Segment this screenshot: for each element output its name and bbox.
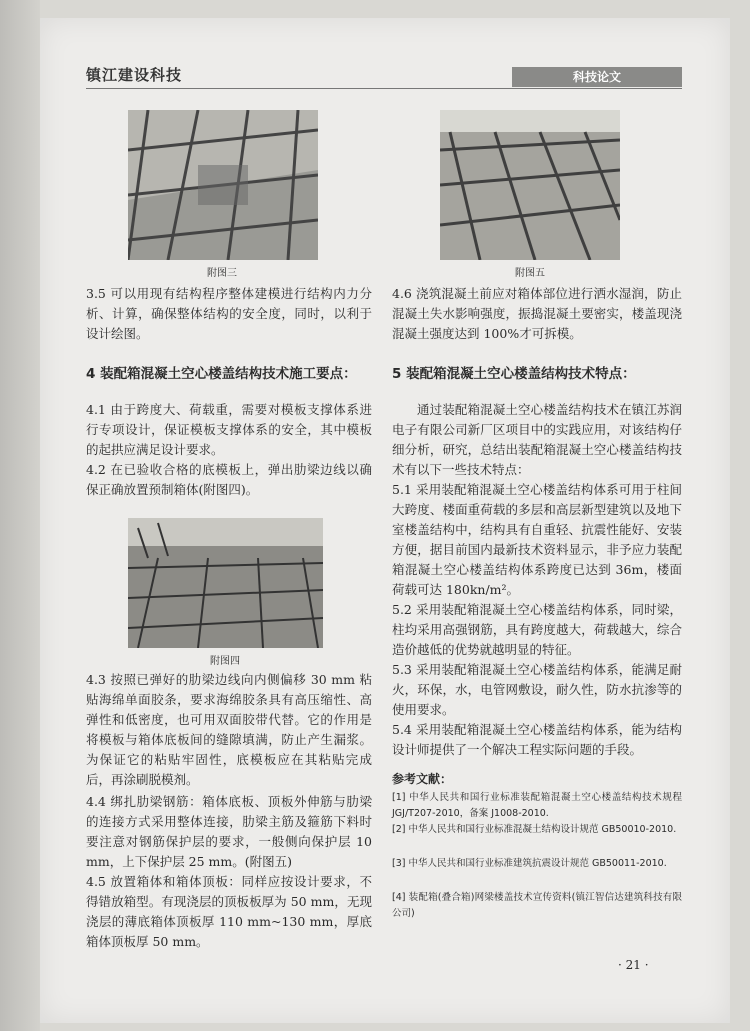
para-4-2: 4.2 在已验收合格的底模板上，弹出肋梁边线以确保正确放置预制箱体(附图四)。 xyxy=(86,462,372,497)
figure-4-caption: 附图四 xyxy=(210,656,240,667)
para-4-5: 4.5 放置箱体和箱体顶板：同样应按设计要求，不得错放箱型。有现浇层的顶板板厚为 50 mm，无现浇层的薄底箱体顶板厚 110 mm~130 mm，厚底箱体顶板厚 50 mm。 xyxy=(86,874,372,949)
para-4-3: 4.3 按照已弹好的肋梁边线向内侧偏移 30 mm 粘贴海绵单面胶条，要求海绵胶条具有高压缩性、高弹性和低密度，也可用双面胶带代替。它的作用是将模板与箱体底板间的缝隙填满，防止产生漏浆。为保证它的粘贴牢固性，底模板应在其粘贴完成后，再涂刷脱模剂。 xyxy=(86,672,372,787)
reference-item: [2] 中华人民共和国行业标准混凝土结构设计规范 GB50010-2010. xyxy=(392,824,677,835)
para-5-2: 5.2 采用装配箱混凝土空心楼盖结构体系，同时梁，柱均采用高强钢筋，具有跨度越大，荷载越大，综合造价越低的优势就越明显的特征。 xyxy=(392,602,682,657)
figure-4-photo xyxy=(128,518,323,648)
reference-item: [3] 中华人民共和国行业标准建筑抗震设计规范 GB50011-2010. xyxy=(392,858,667,869)
para-4-6: 4.6 浇筑混凝土前应对箱体部位进行洒水湿润，防止混凝土失水影响强度，振捣混凝土要密实，楼盖现浇混凝土强度达到 100%才可拆模。 xyxy=(392,286,682,341)
page-number: · 21 · xyxy=(618,958,649,972)
binding-shadow xyxy=(0,0,40,1031)
references-title: 参考文献： xyxy=(392,772,453,786)
figure-5-photo xyxy=(440,110,620,260)
para-5-1: 5.1 采用装配箱混凝土空心楼盖结构体系可用于柱间大跨度、楼面重荷载的多层和高层新型建筑以及地下室楼盖结构中，结构具有自重轻、抗震性能好、安装方便，据目前国内最新技术资料显示，非予应力装配箱混凝土空心楼盖结构体系跨度已达到 36m，楼面荷载可达 180kn/m²。 xyxy=(392,482,682,597)
para-4-4: 4.4 绑扎肋梁钢筋：箱体底板、顶板外伸筋与肋梁的连接方式采用整体连接，肋梁主筋及箍筋下料时要注意对钢筋保护层的要求，一般侧向保护层 10 mm，上下保护层 25 mm。(附图五) xyxy=(86,794,372,869)
journal-title: 镇江建设科技 xyxy=(86,66,183,84)
para-4-1: 4.1 由于跨度大、荷载重，需要对模板支撑体系进行专项设计，保证模板支撑体系的安全，其中模板的起拱应满足设计要求。 xyxy=(86,402,372,457)
heading-section-4: 4 装配箱混凝土空心楼盖结构技术施工要点： xyxy=(86,366,357,382)
reference-item: [4] 装配箱(叠合箱)网梁楼盖技术宣传资料(镇江智信达建筑科技有限公司) xyxy=(392,892,682,919)
intro-paragraph: 通过装配箱混凝土空心楼盖结构技术在镇江苏润电子有限公司新厂区项目中的实践应用，对该结构仔细分析，研究，总结出装配箱混凝土空心楼盖结构技术有以下一些技术特点： xyxy=(392,402,682,477)
reference-item: [1] 中华人民共和国行业标准装配箱混凝土空心楼盖结构技术规程 JGJ/T207-2010，备案 J1008-2010. xyxy=(392,792,682,819)
para-5-4: 5.4 采用装配箱混凝土空心楼盖结构体系，能为结构设计师提供了一个解决工程实际问题的手段。 xyxy=(392,722,682,757)
figure-3-photo xyxy=(128,110,318,260)
para-5-3: 5.3 采用装配箱混凝土空心楼盖结构体系，能满足耐火，环保，水，电管网敷设，耐久性，防水抗渗等的使用要求。 xyxy=(392,662,682,717)
section-badge: 科技论文 xyxy=(512,67,682,87)
figure-3-caption: 附图三 xyxy=(207,268,237,279)
header-divider xyxy=(86,88,682,89)
figure-5-caption: 附图五 xyxy=(515,268,545,279)
heading-section-5: 5 装配箱混凝土空心楼盖结构技术特点： xyxy=(392,366,636,382)
para-3-5: 3.5 可以用现有结构程序整体建模进行结构内力分析、计算，确保整体结构的安全度，同时，以利于设计绘图。 xyxy=(86,286,372,341)
